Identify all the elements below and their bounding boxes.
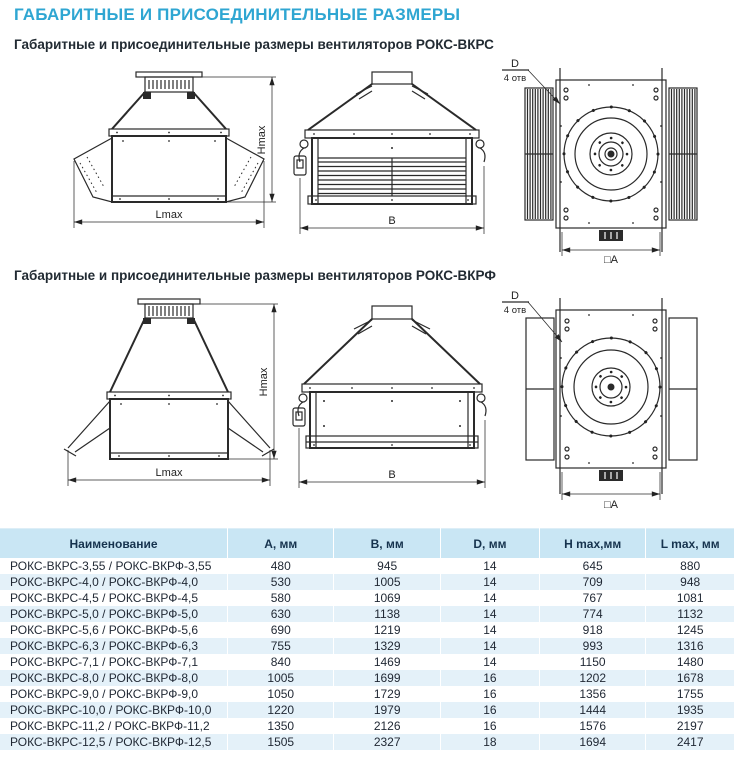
dimension-value-cell: 993: [539, 638, 645, 654]
table-row: [0, 638, 734, 654]
dimension-value-cell: 767: [539, 590, 645, 606]
dimension-value-cell: 755: [228, 638, 334, 654]
dimension-value-cell: 18: [440, 734, 539, 750]
dimension-value-cell: 1350: [228, 718, 334, 734]
header-b-mm: В, мм: [334, 529, 440, 559]
vkrf-drawings-row: [0, 288, 734, 522]
header-lmax-mm: L max, мм: [646, 529, 734, 559]
dimension-value-cell: 16: [440, 670, 539, 686]
dimension-value-cell: 1316: [646, 638, 734, 654]
table-header-row: [0, 529, 734, 559]
dimension-value-cell: 1979: [334, 702, 440, 718]
dimension-value-cell: 645: [539, 558, 645, 574]
lmax-label: Lmax: [155, 209, 183, 221]
dimension-value-cell: 630: [228, 606, 334, 622]
table-row: [0, 670, 734, 686]
table-row: [0, 622, 734, 638]
header-hmax-mm: Н max,мм: [539, 529, 645, 559]
model-name-cell: РОКС-ВКРС-8,0 / РОКС-ВКРФ-8,0: [0, 670, 228, 686]
dimension-value-cell: 1069: [334, 590, 440, 606]
model-name-cell: РОКС-ВКРС-4,5 / РОКС-ВКРФ-4,5: [0, 590, 228, 606]
model-name-cell: РОКС-ВКРС-6,3 / РОКС-ВКРФ-6,3: [0, 638, 228, 654]
table-row: [0, 718, 734, 734]
dimension-value-cell: 1356: [539, 686, 645, 702]
model-name-cell: РОКС-ВКРС-7,1 / РОКС-ВКРФ-7,1: [0, 654, 228, 670]
table-row: [0, 686, 734, 702]
dimension-value-cell: 1755: [676, 686, 704, 701]
a-square-label: □A: [604, 254, 618, 266]
dimension-value-cell: 1219: [334, 622, 440, 638]
lmax-label: Lmax: [155, 467, 183, 479]
model-name-cell: РОКС-ВКРС-5,0 / РОКС-ВКРФ-5,0: [0, 606, 228, 622]
vkrs-front-view-drawing: [292, 56, 492, 262]
dimension-value-cell: 1202: [539, 670, 645, 686]
dimension-value-cell: 2417: [646, 734, 734, 750]
dimension-value-cell: 1245: [676, 622, 704, 637]
holes-label: 4 отв: [503, 73, 527, 84]
section-title-vkrf: Габаритные и присоединительные размеры вентиляторов РОКС-ВКРФ: [14, 268, 496, 283]
dimension-value-cell: 1576: [539, 718, 645, 734]
dimension-value-cell: 840: [228, 654, 334, 670]
vkrs-side-view-drawing: [22, 56, 284, 262]
dimension-value-cell: 14: [440, 558, 539, 574]
dimension-value-cell: 1050: [228, 686, 334, 702]
dimension-value-cell: 1678: [646, 670, 734, 686]
dimension-value-cell: 1132: [646, 606, 734, 622]
dimension-value-cell: 1081: [676, 590, 704, 605]
table-row: [0, 734, 734, 750]
table-row: [0, 558, 734, 574]
dimension-value-cell: 480: [228, 558, 334, 574]
a-square-label: □A: [604, 499, 618, 511]
dimension-value-cell: 1694: [539, 734, 645, 750]
dimension-value-cell: 1505: [228, 734, 334, 750]
vkrs-top-view-drawing: [494, 56, 731, 266]
model-name-cell: РОКС-ВКРС-5,6 / РОКС-ВКРФ-5,6: [0, 622, 228, 638]
table-row: [0, 654, 734, 670]
dimension-value-cell: 1220: [228, 702, 334, 718]
dimension-value-cell: 1699: [334, 670, 440, 686]
dimension-value-cell: 14: [440, 654, 539, 670]
dimension-value-cell: 690: [228, 622, 334, 638]
d-dim-label: D: [511, 58, 519, 70]
vkrf-side-view-drawing: [22, 288, 284, 516]
dimension-value-cell: 1138: [334, 606, 440, 622]
dimension-value-cell: 14: [440, 638, 539, 654]
hmax-label: Hmax: [256, 125, 268, 155]
dimension-value-cell: 774: [539, 606, 645, 622]
holes-label: 4 отв: [503, 305, 527, 316]
model-name-cell: РОКС-ВКРС-10,0 / РОКС-ВКРФ-10,0: [0, 702, 228, 718]
b-dim-label: B: [388, 469, 396, 481]
dimension-value-cell: 14: [440, 622, 539, 638]
dimension-value-cell: 1469: [334, 654, 440, 670]
b-dim-label: B: [388, 215, 396, 227]
header-d-mm: D, мм: [440, 529, 539, 559]
model-name-cell: РОКС-ВКРС-4,0 / РОКС-ВКРФ-4,0: [0, 574, 228, 590]
dimension-value-cell: 1005: [334, 574, 440, 590]
d-dim-label: D: [511, 290, 519, 302]
model-name-cell: РОКС-ВКРС-12,5 / РОКС-ВКРФ-12,5: [0, 734, 228, 750]
dimension-value-cell: 945: [334, 558, 440, 574]
dimension-value-cell: 918: [539, 622, 645, 638]
dimension-value-cell: 2327: [334, 734, 440, 750]
page-title: ГАБАРИТНЫЕ И ПРИСОЕДИНИТЕЛЬНЫЕ РАЗМЕРЫ: [14, 5, 461, 24]
dimension-value-cell: 2126: [334, 718, 440, 734]
header-a-mm: А, мм: [228, 529, 334, 559]
dimension-value-cell: 948: [646, 574, 734, 590]
table-body: [0, 558, 734, 750]
section-title-vkrs: Габаритные и присоединительные размеры вентиляторов РОКС-ВКРС: [14, 37, 494, 52]
dimension-value-cell: 1935: [646, 702, 734, 718]
dimension-value-cell: 1005: [228, 670, 334, 686]
table-row: [0, 574, 734, 590]
dimension-value-cell: 580: [228, 590, 334, 606]
table-row: [0, 590, 734, 606]
table-row: [0, 606, 734, 622]
header-name: Наименование: [0, 529, 228, 559]
dimension-value-cell: 1150: [539, 654, 645, 670]
dimension-value-cell: 1480: [676, 654, 704, 669]
vkrf-top-view-drawing: [494, 288, 731, 516]
dimension-value-cell: 16: [440, 718, 539, 734]
dimension-value-cell: 2197: [676, 718, 704, 733]
dimension-value-cell: 16: [440, 686, 539, 702]
vkrs-drawings-row: [0, 56, 734, 266]
dimension-value-cell: 1329: [334, 638, 440, 654]
dimension-value-cell: 14: [440, 606, 539, 622]
dimensions-table: [0, 528, 734, 750]
dimension-value-cell: 880: [680, 558, 701, 573]
dimension-value-cell: 14: [440, 574, 539, 590]
dimension-value-cell: 1729: [334, 686, 440, 702]
dimension-value-cell: 709: [539, 574, 645, 590]
vkrf-front-view-drawing: [292, 288, 492, 516]
model-name-cell: РОКС-ВКРС-3,55 / РОКС-ВКРФ-3,55: [0, 558, 228, 574]
model-name-cell: РОКС-ВКРС-9,0 / РОКС-ВКРФ-9,0: [0, 686, 228, 702]
dimension-value-cell: 16: [440, 702, 539, 718]
table-row: [0, 702, 734, 718]
hmax-label: Hmax: [258, 367, 270, 397]
model-name-cell: РОКС-ВКРС-11,2 / РОКС-ВКРФ-11,2: [0, 718, 228, 734]
dimension-value-cell: 14: [440, 590, 539, 606]
dimension-value-cell: 530: [228, 574, 334, 590]
dimension-value-cell: 1444: [539, 702, 645, 718]
